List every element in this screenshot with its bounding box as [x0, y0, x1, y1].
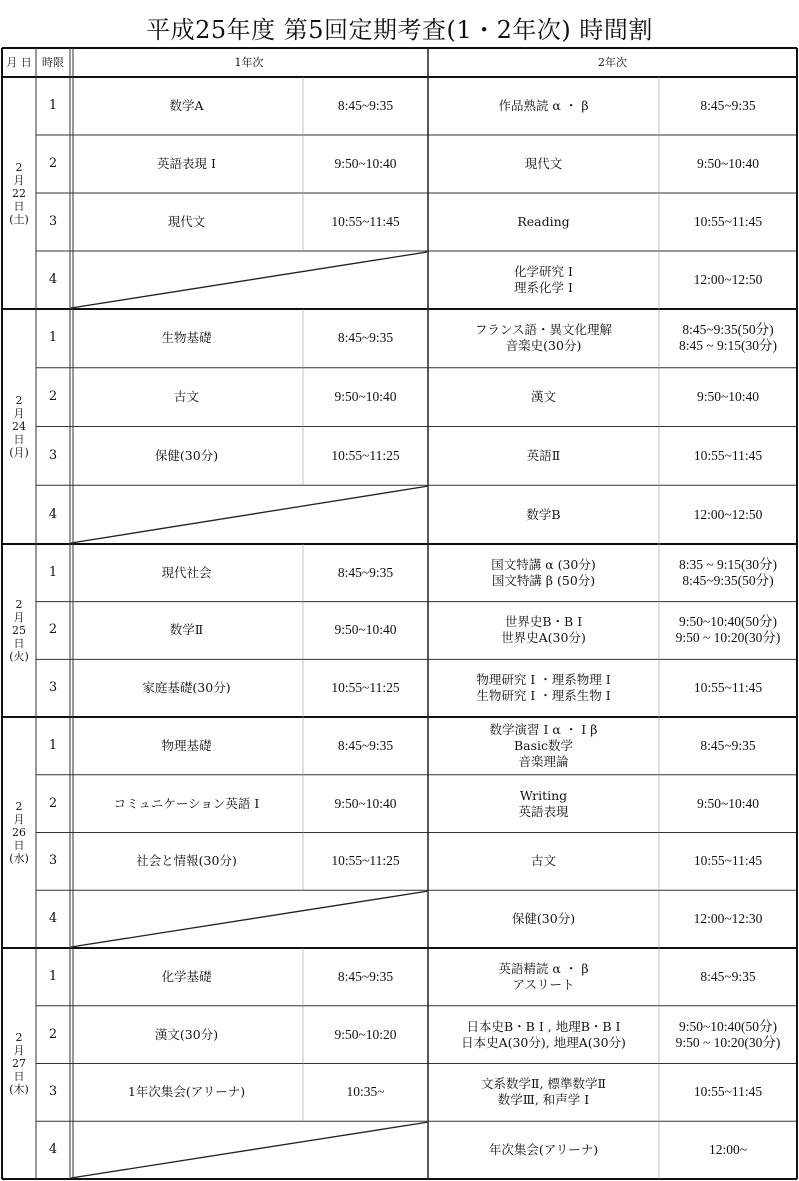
grade2-subject — [428, 717, 659, 775]
grade1-subject-line: 現代社会 — [161, 564, 212, 580]
grade2-time-line: 9:50~10:40(50分) — [678, 1018, 778, 1034]
date-cell-line: 2 — [15, 598, 23, 611]
date-cell — [2, 544, 36, 717]
grade1-time — [303, 135, 428, 193]
grade1-subject — [70, 427, 303, 486]
grade2-time — [659, 659, 797, 717]
grade1-subject — [70, 544, 303, 602]
date-cell-line: 26 — [12, 826, 26, 839]
date-cell-line: 22 — [12, 186, 26, 200]
date-cell-line: 2 — [15, 800, 23, 813]
date-cell-line: 日 — [13, 199, 25, 213]
period-number — [36, 368, 70, 427]
period-number — [36, 135, 70, 193]
grade1-subject — [70, 775, 303, 833]
period-number-line: 2 — [48, 389, 58, 405]
date-cell-line: 日 — [13, 433, 25, 446]
grade2-time — [659, 948, 797, 1006]
grade2-subject — [428, 833, 659, 891]
grade1-subject-line: 古文 — [173, 389, 199, 405]
grade2-subject-line: 数学Ⅲ, 和声学 Ⅰ — [497, 1092, 590, 1108]
grade1-subject-line: 数学A — [169, 98, 204, 113]
grade1-time-line: 8:45~9:35 — [337, 968, 394, 984]
grade2-time-line: 8:45~9:35 — [700, 737, 756, 753]
grade2-time-line: 9:50 ~ 10:20(30分) — [675, 630, 781, 646]
grade1-time-line: 8:45~9:35 — [337, 564, 394, 580]
grade2-subject-line: 日本史A(30分), 地理A(30分) — [461, 1034, 626, 1050]
grade1-time — [303, 1064, 428, 1122]
grade1-subject — [70, 368, 303, 427]
grade2-time-line: 8:45~9:35(50分) — [682, 572, 774, 588]
grade2-subject — [428, 890, 659, 948]
grade1-subject-line: 化学基礎 — [161, 968, 212, 984]
date-cell-line: (木) — [9, 1083, 29, 1096]
period-number-line: 2 — [48, 795, 58, 811]
grade1-subject-line: 漢文(30分) — [154, 1026, 219, 1042]
period-number — [36, 427, 70, 486]
grade2-time-line: 9:50~10:40 — [696, 795, 760, 811]
period-number-line: 4 — [48, 506, 58, 522]
date-cell-line: 月 — [13, 407, 25, 420]
grade1-subject-line: 1年次集会(アリーナ) — [127, 1084, 246, 1100]
grade1-time-line: 10:55~11:25 — [331, 853, 400, 869]
grade2-time-line: 12:00~12:50 — [693, 272, 763, 287]
grade1-subject — [70, 309, 303, 368]
period-number — [36, 1006, 70, 1064]
period-number-line: 2 — [48, 622, 58, 638]
grade1-subject — [70, 833, 303, 891]
grade1-subject-line: 数学Ⅱ — [169, 622, 204, 638]
grade2-time-line: 8:45~9:35 — [700, 98, 756, 113]
grade2-subject-line: 日本史B・B Ⅰ , 地理B・B Ⅰ — [466, 1018, 621, 1034]
period-number — [36, 602, 70, 660]
date-cell-line: 月 — [13, 813, 25, 826]
header-grade1-line: 1年次 — [234, 55, 264, 69]
period-number — [36, 193, 70, 251]
grade1-subject — [70, 659, 303, 717]
grade1-subject-line: 保健(30分) — [154, 447, 219, 463]
grade1-time — [303, 775, 428, 833]
period-number — [36, 251, 70, 309]
period-number-line: 3 — [48, 447, 58, 463]
empty-slot-diagonal — [71, 486, 427, 543]
grade1-subject — [70, 135, 303, 193]
grade2-subject — [428, 251, 659, 309]
period-number-line: 3 — [48, 853, 58, 869]
grade2-subject-line: 国文特講 α (30分) — [491, 556, 596, 572]
empty-slot-diagonal — [71, 252, 427, 308]
grade2-subject-line: 化学研究 Ⅰ — [514, 264, 573, 279]
grade1-subject-line: コミュニケーション英語 Ⅰ — [113, 795, 260, 811]
grade2-subject — [428, 544, 659, 602]
grade2-subject-line: 古文 — [530, 853, 556, 869]
grade1-subject — [70, 77, 303, 135]
grade1-subject — [70, 717, 303, 775]
period-number-line: 1 — [48, 330, 58, 346]
period-number-line: 3 — [48, 1084, 58, 1100]
grade2-subject-line: 世界史B・B Ⅰ — [504, 614, 583, 630]
grade1-time-line: 8:45~9:35 — [337, 98, 394, 113]
period-number-line: 2 — [48, 156, 58, 171]
period-number-line: 2 — [48, 1026, 58, 1042]
grade2-time-line: 10:55~11:45 — [693, 1084, 763, 1100]
period-number — [36, 890, 70, 948]
period-number-line: 3 — [48, 680, 58, 696]
grade2-subject-line: 現代文 — [524, 156, 563, 171]
grade2-time — [659, 309, 797, 368]
empty-slot-diagonal — [71, 891, 427, 947]
grade2-subject-line: 年次集会(アリーナ) — [488, 1142, 599, 1158]
date-cell-line: 2 — [15, 394, 23, 407]
grade2-time-line: 9:50 ~ 10:20(30分) — [675, 1034, 781, 1050]
grade1-time-line: 10:35~ — [346, 1084, 385, 1100]
grade2-time-line: 10:55~11:45 — [693, 853, 763, 869]
grade2-time-line: 10:55~11:45 — [693, 214, 763, 229]
grade2-subject-line: 漢文 — [530, 389, 556, 405]
grade2-time-line: 9:50~10:40 — [696, 389, 760, 405]
grade2-time-line: 8:45~9:35(50分) — [682, 322, 774, 338]
date-cell-line: 日 — [13, 839, 25, 852]
grade2-time-line: 8:35 ~ 9:15(30分) — [678, 556, 778, 572]
period-number-line: 4 — [48, 1142, 58, 1158]
grade2-subject-line: 保健(30分) — [511, 911, 576, 927]
grade1-time — [303, 833, 428, 891]
date-cell-line: 日 — [13, 1070, 25, 1083]
grade2-time — [659, 890, 797, 948]
grade1-time-line: 9:50~10:40 — [334, 389, 397, 405]
grade2-subject-line: 英語Ⅱ — [526, 447, 561, 463]
period-number — [36, 833, 70, 891]
grade2-subject — [428, 1064, 659, 1122]
grade2-subject — [428, 368, 659, 427]
period-number-line: 1 — [48, 968, 58, 984]
grade1-subject — [70, 948, 303, 1006]
grade2-subject — [428, 193, 659, 251]
grade1-time-line: 9:50~10:40 — [334, 622, 397, 638]
grade1-time — [303, 368, 428, 427]
period-number-line: 4 — [48, 911, 58, 927]
grade2-subject — [428, 309, 659, 368]
period-number — [36, 659, 70, 717]
grade2-time — [659, 485, 797, 544]
period-number — [36, 948, 70, 1006]
header-date — [2, 48, 36, 77]
grade2-subject-line: Reading — [517, 214, 570, 229]
date-cell-line: 月 — [13, 1044, 25, 1057]
grade2-subject-line: 文系数学Ⅱ, 標準数学Ⅱ — [481, 1076, 606, 1092]
grade1-time — [303, 1006, 428, 1064]
grade2-subject — [428, 427, 659, 486]
period-number-line: 1 — [48, 737, 58, 753]
grade1-subject — [70, 1064, 303, 1122]
period-number-line: 3 — [48, 214, 58, 229]
date-cell — [2, 717, 36, 948]
date-cell-line: (土) — [9, 212, 29, 226]
date-cell-line: 月 — [13, 611, 25, 624]
grade2-time — [659, 1006, 797, 1064]
grade1-time — [303, 309, 428, 368]
grade1-subject-line: 生物基礎 — [161, 330, 212, 346]
grade2-time-line: 12:00~12:50 — [693, 506, 763, 522]
grade2-time-line: 12:00~ — [708, 1142, 748, 1158]
date-cell-line: (火) — [9, 650, 29, 663]
period-number-line: 4 — [48, 272, 58, 287]
grade2-time — [659, 135, 797, 193]
grade2-time — [659, 77, 797, 135]
period-number — [36, 775, 70, 833]
date-cell — [2, 948, 36, 1179]
grade2-subject-line: Basic数学 — [513, 737, 574, 753]
grade2-time — [659, 1121, 797, 1179]
grade1-time-line: 9:50~10:20 — [334, 1026, 397, 1042]
grade1-time — [303, 427, 428, 486]
grade2-time-line: 12:00~12:30 — [693, 911, 763, 927]
grade1-time-line: 8:45~9:35 — [337, 737, 394, 753]
grade2-subject — [428, 1006, 659, 1064]
header-grade2 — [428, 48, 797, 77]
grade2-time — [659, 775, 797, 833]
grade1-time-line: 9:50~10:40 — [334, 795, 397, 811]
grade1-time-line: 10:55~11:25 — [331, 680, 400, 696]
grade2-time — [659, 193, 797, 251]
grade2-time — [659, 833, 797, 891]
date-cell-line: 2 — [15, 1031, 23, 1044]
grade1-subject — [70, 1006, 303, 1064]
period-number — [36, 717, 70, 775]
grade1-time — [303, 544, 428, 602]
grade2-time-line: 10:55~11:45 — [693, 447, 763, 463]
grade2-subject — [428, 659, 659, 717]
grade1-subject-line: 社会と情報(30分) — [136, 853, 237, 869]
grade1-time — [303, 659, 428, 717]
page-title: 平成25年度 第5回定期考査(1・2年次) 時間割 — [146, 16, 653, 44]
grade1-subject-line: 現代文 — [167, 214, 206, 229]
grade2-subject-line: 生物研究 Ⅰ ・理系生物 Ⅰ — [476, 688, 611, 704]
grade1-time-line: 8:45~9:35 — [337, 330, 394, 346]
date-cell-line: 25 — [12, 624, 26, 637]
period-number — [36, 1064, 70, 1122]
grade2-subject-line: 数学B — [526, 506, 561, 522]
grade1-time-line: 10:55~11:45 — [331, 214, 400, 229]
date-cell-line: 27 — [12, 1057, 26, 1070]
grade2-time-line: 10:55~11:45 — [693, 680, 763, 696]
grade2-subject-line: Writing — [519, 787, 568, 803]
period-number — [36, 77, 70, 135]
header-date-line: 月 日 — [6, 55, 32, 69]
grade2-subject-line: 国文特講 β (50分) — [491, 572, 596, 588]
period-number — [36, 309, 70, 368]
header-period-line: 時限 — [42, 55, 64, 69]
period-number — [36, 1121, 70, 1179]
date-cell-line: (水) — [9, 852, 29, 865]
grade2-subject-line: アスリート — [512, 976, 575, 992]
grade2-subject — [428, 485, 659, 544]
grade1-time — [303, 602, 428, 660]
grade2-subject-line: 理系化学 Ⅰ — [514, 280, 573, 295]
grade2-subject-line: 物理研究 Ⅰ ・理系物理 Ⅰ — [476, 672, 611, 688]
grade1-time — [303, 948, 428, 1006]
grade2-subject-line: 数学演習 Ⅰ α ・ Ⅰ β — [489, 721, 598, 737]
grade2-time — [659, 251, 797, 309]
grade2-subject — [428, 135, 659, 193]
grade2-time-line: 9:50~10:40 — [696, 156, 760, 171]
header-grade2-line: 2年次 — [598, 55, 627, 69]
grade2-subject-line: 英語精読 α ・ β — [498, 960, 589, 976]
date-cell-line: 月 — [13, 173, 25, 187]
grade1-time-line: 9:50~10:40 — [334, 156, 397, 171]
grade2-subject-line: フランス語・異文化理解 — [474, 322, 613, 338]
grade2-subject — [428, 602, 659, 660]
grade2-subject — [428, 1121, 659, 1179]
grade2-time — [659, 1064, 797, 1122]
period-number — [36, 544, 70, 602]
grade2-subject-line: 音楽理論 — [518, 753, 569, 769]
grade2-time — [659, 717, 797, 775]
header-grade1 — [70, 48, 428, 77]
grade2-time — [659, 602, 797, 660]
grade1-subject-line: 物理基礎 — [161, 737, 212, 753]
grade1-subject — [70, 193, 303, 251]
grade2-time — [659, 427, 797, 486]
grade2-subject-line: 世界史A(30分) — [501, 630, 586, 646]
grade2-time — [659, 544, 797, 602]
period-number-line: 1 — [48, 564, 58, 580]
grade1-time — [303, 717, 428, 775]
grade1-subject-line: 英語表現 Ⅰ — [157, 156, 216, 171]
grade1-time — [303, 193, 428, 251]
date-cell-line: 2 — [15, 160, 23, 174]
date-cell-line: 24 — [12, 420, 26, 433]
header-period — [36, 48, 70, 77]
grade2-subject — [428, 948, 659, 1006]
grade1-time-line: 10:55~11:25 — [331, 447, 400, 463]
grade1-subject-line: 家庭基礎(30分) — [142, 680, 231, 696]
grade2-subject — [428, 775, 659, 833]
grade2-time-line: 8:45 ~ 9:15(30分) — [678, 338, 778, 354]
grade2-time-line: 8:45~9:35 — [700, 968, 756, 984]
date-cell-line: (月) — [9, 446, 29, 459]
grade2-time — [659, 368, 797, 427]
grade1-time — [303, 77, 428, 135]
period-number — [36, 485, 70, 544]
date-cell — [2, 77, 36, 309]
grade2-subject-line: 音楽史(30分) — [505, 338, 582, 354]
grade2-time-line: 9:50~10:40(50分) — [678, 614, 778, 630]
grade2-subject-line: 英語表現 — [518, 803, 569, 819]
grade2-subject — [428, 77, 659, 135]
date-cell-line: 日 — [13, 637, 25, 650]
empty-slot-diagonal — [71, 1122, 427, 1178]
date-cell — [2, 309, 36, 544]
period-number-line: 1 — [48, 98, 58, 113]
grade1-subject — [70, 602, 303, 660]
grade2-subject-line: 作品熟読 α ・ β — [498, 98, 589, 113]
